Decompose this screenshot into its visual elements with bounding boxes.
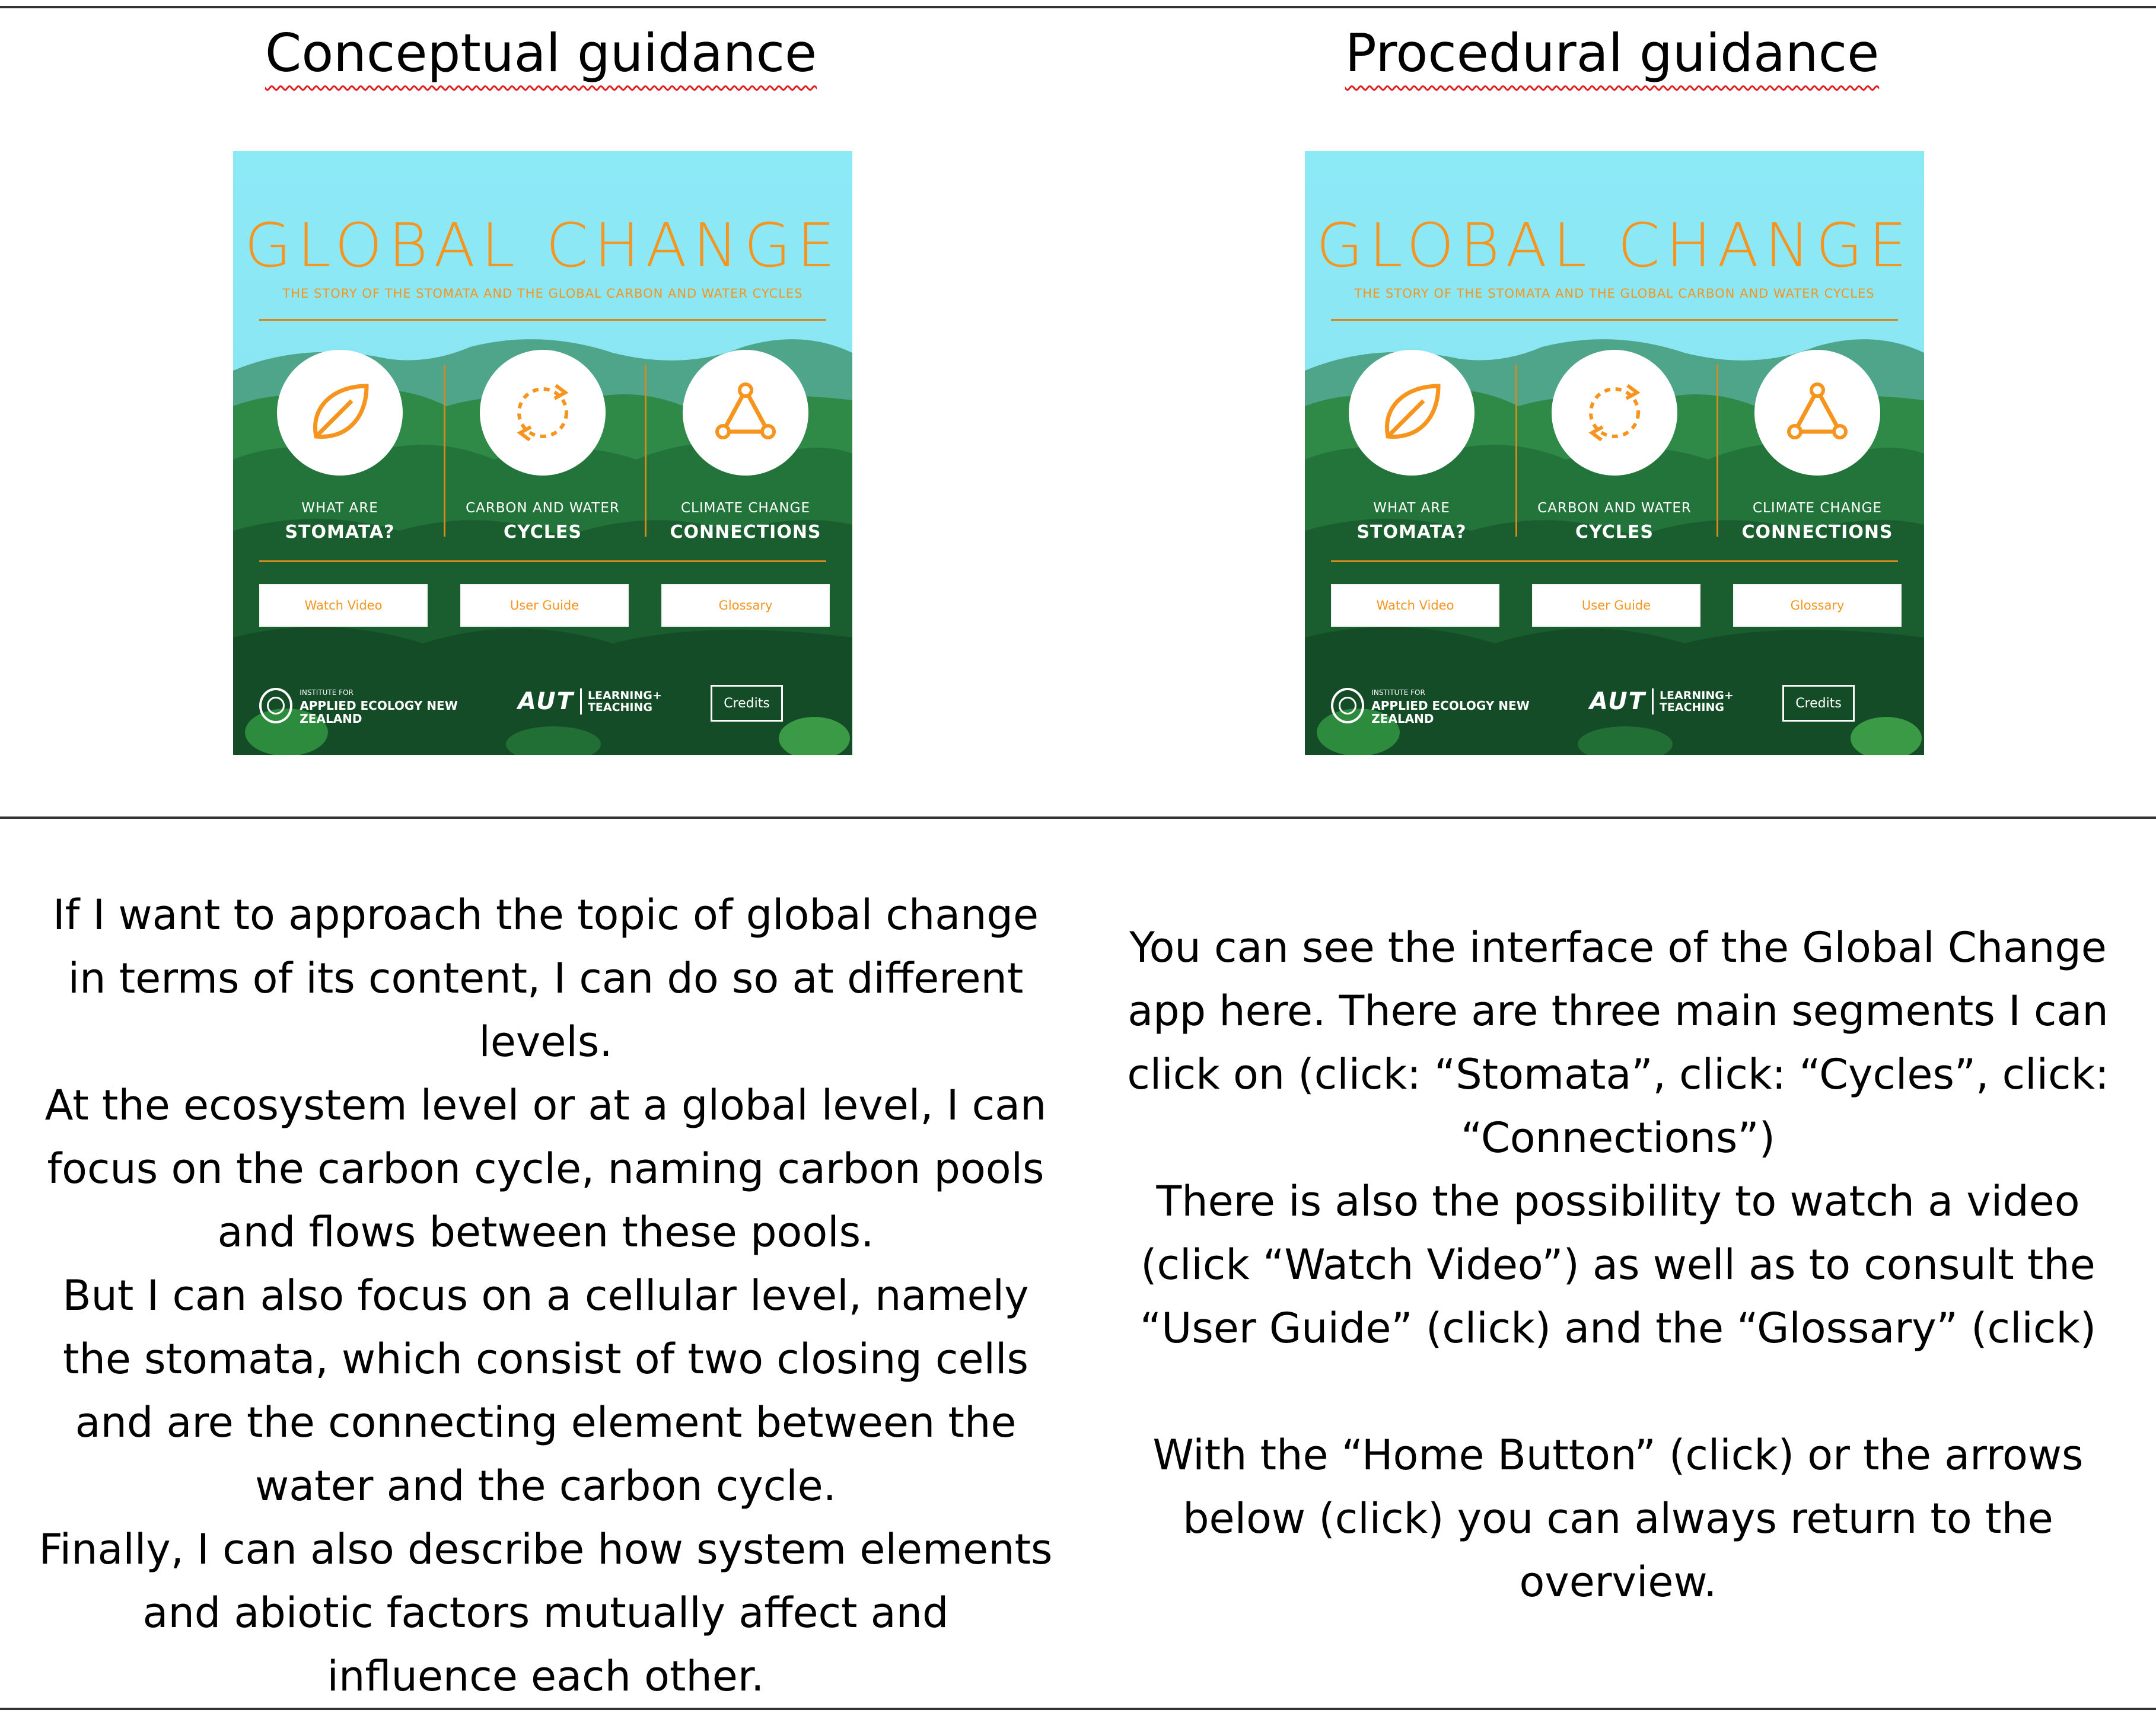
segment-cycles[interactable]: [1526, 350, 1703, 546]
segment-caption: WHAT ARE: [1373, 500, 1450, 516]
aut-wordmark: AUT: [518, 688, 574, 715]
conceptual-description: [24, 883, 1068, 1708]
user-guide-button[interactable]: User Guide: [1532, 584, 1700, 627]
institute-logo: [259, 685, 508, 726]
triangle-network-icon: [1782, 377, 1853, 448]
app-subtitle: THE STORY OF THE STOMATA AND THE GLOBAL CARBON AND WATER CYCLES: [282, 286, 803, 301]
leaf-icon: [1376, 377, 1447, 448]
aut-logo: [1590, 688, 1734, 715]
glossary-button[interactable]: Glossary: [661, 584, 830, 627]
divider: [1652, 688, 1654, 715]
segment-caption: CARBON AND WATER: [1537, 500, 1692, 516]
segment-caption: CLIMATE CHANGE: [1753, 500, 1882, 516]
description-line: There is also the possibility to watch a video: [1156, 1177, 2080, 1226]
segment-caption: CARBON AND WATER: [466, 500, 620, 516]
description-line: app here. There are three main segments I can: [1128, 987, 2109, 1035]
segment-stomata[interactable]: [1323, 350, 1501, 546]
description-line: click on (click: “Stomata”, click: “Cycles”, click:: [1127, 1050, 2109, 1099]
app-subtitle: THE STORY OF THE STOMATA AND THE GLOBAL CARBON AND WATER CYCLES: [1354, 286, 1875, 301]
watch-video-button[interactable]: Watch Video: [259, 584, 428, 627]
segment-connections[interactable]: [1728, 350, 1906, 546]
description-line: Finally, I can also describe how system elements: [39, 1525, 1053, 1574]
description-line: With the “Home Button” (click) or the arrows: [1152, 1431, 2084, 1479]
description-line: and flows between these pools.: [217, 1208, 874, 1256]
description-line: focus on the carbon cycle, naming carbon pools: [47, 1144, 1044, 1193]
app-screenshot-procedural: [1305, 151, 1924, 755]
description-line: But I can also focus on a cellular level, namely: [62, 1271, 1029, 1320]
description-line: and are the connecting element between the: [75, 1398, 1017, 1447]
divider: [645, 365, 647, 537]
app-title: GLOBAL CHANGE: [1316, 210, 1913, 281]
description-line: At the ecosystem level or at a global level, I can: [44, 1081, 1047, 1130]
divider: [444, 365, 445, 537]
divider: [580, 688, 582, 715]
description-line: You can see the interface of the Global Change: [1129, 923, 2107, 972]
segment-label: CYCLES: [504, 522, 582, 543]
institute-line2: APPLIED ECOLOGY NEW ZEALAND: [1371, 698, 1530, 726]
middle-rule: [0, 816, 2156, 819]
lt-line1: LEARNING+: [587, 689, 662, 702]
blank-line: [1102, 1360, 2134, 1424]
institute-line2: APPLIED ECOLOGY NEW ZEALAND: [300, 698, 458, 726]
watch-video-button[interactable]: Watch Video: [1331, 584, 1499, 627]
segment-caption: WHAT ARE: [301, 500, 378, 516]
segment-label: CONNECTIONS: [670, 522, 821, 543]
divider: [1331, 560, 1898, 562]
description-line: (click “Watch Video”) as well as to consult the: [1141, 1240, 2096, 1289]
app-title: GLOBAL CHANGE: [244, 210, 841, 281]
description-line: in terms of its content, I can do so at different: [68, 954, 1024, 1003]
segment-label: CYCLES: [1575, 522, 1654, 543]
triangle-network-icon: [710, 377, 781, 448]
institute-emblem-icon: [1331, 688, 1364, 723]
cycle-arrows-icon: [1579, 377, 1650, 448]
institute-logo: [1331, 685, 1580, 726]
segment-caption: CLIMATE CHANGE: [681, 500, 810, 516]
app-screenshot-conceptual: [233, 151, 852, 755]
lt-line2: TEACHING: [587, 701, 652, 714]
aut-logo: [518, 688, 662, 715]
user-guide-button[interactable]: User Guide: [460, 584, 629, 627]
description-line: “User Guide” (click) and the “Glossary” (click): [1139, 1304, 2097, 1353]
segment-connections[interactable]: [657, 350, 835, 546]
divider: [259, 560, 826, 562]
lt-line2: TEACHING: [1659, 701, 1724, 714]
description-line: “Connections”): [1461, 1114, 1775, 1162]
segment-label: CONNECTIONS: [1741, 522, 1893, 543]
description-line: levels.: [479, 1018, 613, 1066]
institute-emblem-icon: [259, 688, 292, 723]
top-rule: [0, 6, 2156, 8]
description-line: below (click) you can always return to the: [1183, 1494, 2053, 1543]
description-line: the stomata, which consist of two closing cells: [63, 1335, 1028, 1383]
description-line: influence each other.: [327, 1652, 765, 1701]
divider: [1716, 365, 1718, 537]
segment-label: STOMATA?: [1356, 522, 1467, 543]
institute-line1: INSTITUTE FOR: [1371, 688, 1425, 697]
divider: [1331, 319, 1898, 321]
segment-cycles[interactable]: [454, 350, 632, 546]
segment-label: STOMATA?: [285, 522, 395, 543]
lt-line1: LEARNING+: [1659, 689, 1734, 702]
description-line: and abiotic factors mutually affect and: [142, 1589, 949, 1637]
leaf-icon: [304, 377, 375, 448]
description-line: water and the carbon cycle.: [255, 1462, 836, 1510]
divider: [1515, 365, 1517, 537]
procedural-guidance-title: Procedural guidance: [1345, 23, 1880, 84]
description-line: overview.: [1519, 1558, 1717, 1606]
procedural-description: [1102, 916, 2134, 1614]
conceptual-guidance-title: Conceptual guidance: [265, 23, 817, 84]
description-line: If I want to approach the topic of global change: [52, 891, 1039, 939]
aut-wordmark: AUT: [1590, 688, 1646, 715]
institute-line1: INSTITUTE FOR: [300, 688, 354, 697]
segment-stomata[interactable]: [251, 350, 429, 546]
divider: [259, 319, 826, 321]
cycle-arrows-icon: [507, 377, 578, 448]
glossary-button[interactable]: Glossary: [1733, 584, 1902, 627]
credits-button[interactable]: Credits: [711, 685, 783, 722]
credits-button[interactable]: Credits: [1782, 685, 1855, 722]
